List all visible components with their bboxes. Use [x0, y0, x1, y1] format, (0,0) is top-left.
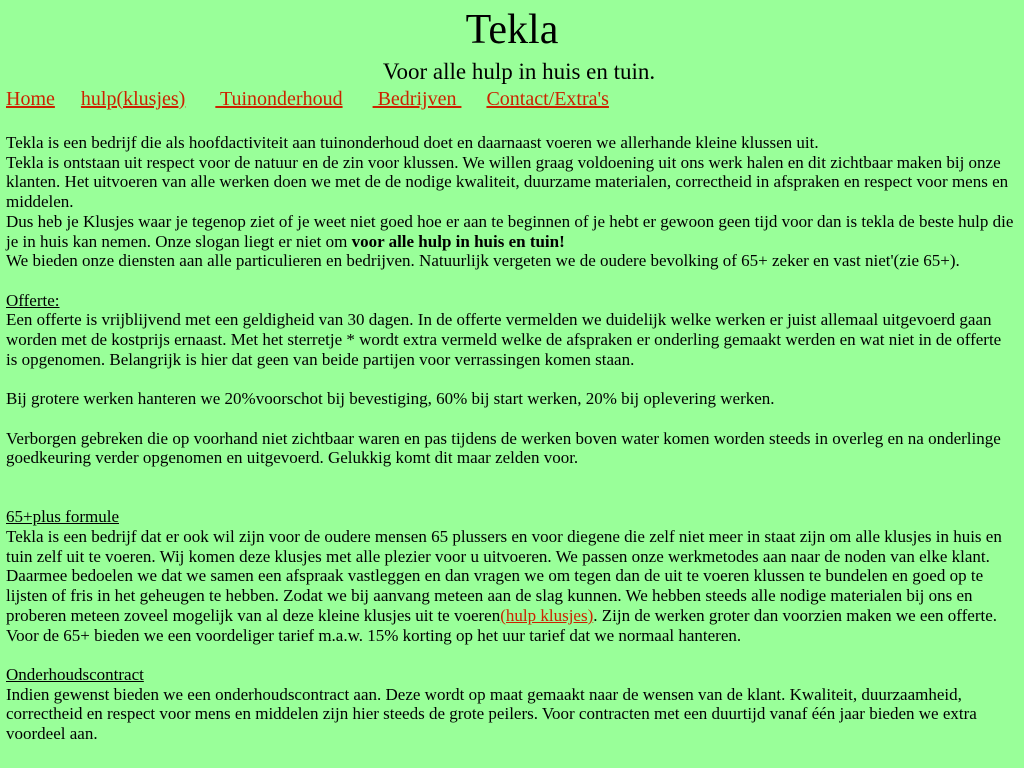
nav-link-hulp-klusjes[interactable]: hulp(klusjes) [80, 88, 186, 110]
offerte-paragraph-3: Verborgen gebreken die op voorhand niet zichtbaar waren en pas tijdens de werken boven water komen worden steeds in overleg en na onderlinge goedkeuring verder opgenomen en uitgevoerd. Gelukkig komt dit maar zelden voor. [6, 428, 1001, 468]
onderhoud-paragraph-1: Indien gewenst bieden we een onderhoudscontract aan. Deze wordt op maat gemaakt naar de wensen van de klant. Kwaliteit, duurzaamheid, correctheid en respect voor mens en middelen zijn hier steeds de grote peilers. Voor contracten met een duurtijd vanaf één jaar bieden we extra voordeel aan. [6, 684, 977, 744]
intro-line-1: Tekla is een bedrijf die als hoofdactiviteit aan tuinonderhoud doet en daarnaast voeren we allerhande kleine klussen uit. [6, 133, 819, 152]
offerte-heading: Offerte: [6, 290, 60, 310]
nav-link-tuinonderhoud[interactable]: Tuinonderhoud [215, 88, 343, 110]
offerte-paragraph-2: Bij grotere werken hanteren we 20%voorschot bij bevestiging, 60% bij start werken, 20% bij oplevering werken. [6, 389, 775, 409]
intro-line-3 [6, 212, 1016, 251]
nav-link-contact-extras[interactable]: Contact/Extra's [486, 88, 609, 110]
site-title: Tekla [465, 7, 559, 53]
main-content [6, 133, 1016, 744]
senior-paragraph-1-text: Tekla is een bedrijf dat er ook wil zijn voor de oudere mensen 65 plussers en voor diegene die zelf niet meer in staat zijn om alle klusjes in huis en tuin zelf uit te voeren. Wij komen deze klusjes met alle plezier voor u uitvoeren. We passen onze werkmetodes aan naar de noden van elke klant. Daarmee bedoelen we dat we samen een afspraak vastleggen en dan vragen we om tegen dan de uit te voeren klussen te bundelen en goed op te lijsten of fris in het geheugen te hebben. Zodat we bij aanvang meteen aan de slag kunnen. We hebben steeds alle nodige materialen bij ons en proberen meteen zoveel mogelijk van al deze kleine klusjes uit te voeren [6, 527, 1002, 625]
nav-link-home[interactable]: Home [6, 88, 55, 110]
senior-paragraph-1 [6, 527, 1016, 626]
nav-link-bedrijven[interactable]: Bedrijven [372, 88, 462, 110]
intro-slogan-bold: voor alle hulp in huis en tuin! [351, 231, 565, 251]
intro-line-2: Tekla is ontstaan uit respect voor de natuur en de zin voor klussen. We willen graag voldoening uit ons werk halen en dit zichtbaar maken bij onze klanten. Het uitvoeren van alle werken doen we met de de nodige kwaliteit, duurzame materialen, correctheid in afspraken en respect voor mens en middelen. [6, 152, 1009, 212]
offerte-paragraph-1: Een offerte is vrijblijvend met een geldigheid van 30 dagen. In de offerte vermelden we duidelijk welke werken er juist allemaal uitgevoerd gaan worden met de kostprijs ernaast. Met het sterretje * wordt extra vermeld welke de afspraken er onderling gemaakt werden en wat niet in de offerte is opgenomen. Belangrijk is hier dat geen van beide partijen voor verrassingen komen staan. [6, 310, 1002, 369]
onderhoud-heading: Onderhoudscontract [6, 664, 144, 684]
main-nav [6, 86, 609, 112]
intro-line-4: We bieden onze diensten aan alle particulieren en bedrijven. Natuurlijk vergeten we de oudere bevolking of 65+ zeker en vast niet'(zie 65+). [6, 251, 960, 271]
senior-paragraph-1-end: . Zijn de werken groter dan voorzien maken we een offerte. [593, 605, 997, 625]
intro-line-3-text: Dus heb je Klusjes waar je tegenop ziet of je weet niet goed hoe er aan te beginnen of je hebt er gewoon geen tijd voor dan is tekla de beste hulp die je in huis kan nemen. Onze slogan liegt er niet om [6, 211, 1014, 251]
inline-link-hulp-klusjes[interactable]: (hulp klusjes) [500, 605, 594, 625]
senior-heading: 65+plus formule [6, 507, 119, 527]
site-slogan: Voor alle hulp in huis en tuin. [382, 59, 656, 84]
senior-paragraph-2: Voor de 65+ bieden we een voordeliger tarief m.a.w. 15% korting op het uur tarief dat we normaal hanteren. [6, 625, 742, 645]
